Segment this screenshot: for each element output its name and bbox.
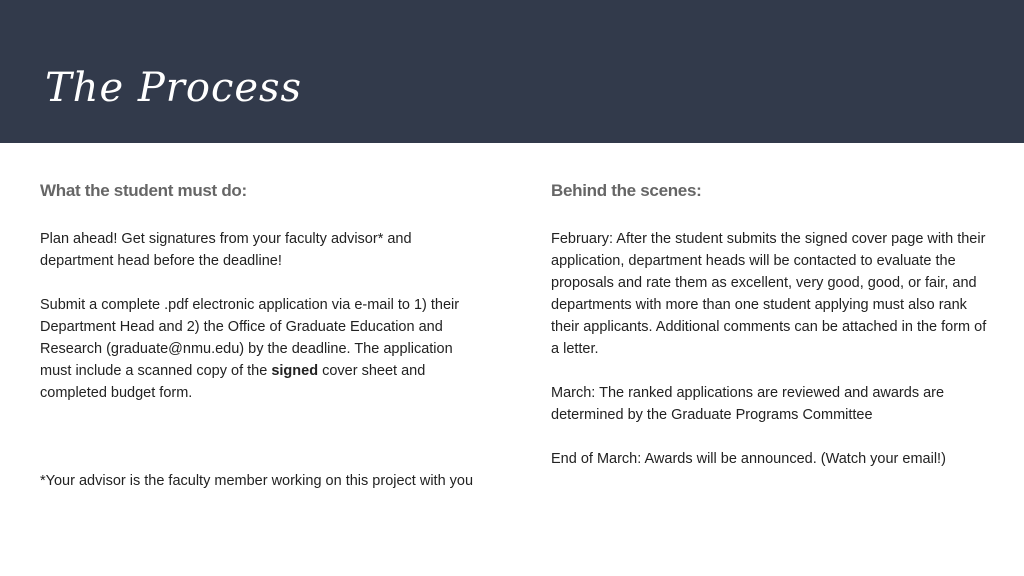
advisor-footnote: *Your advisor is the faculty member working on this project with you	[40, 473, 474, 489]
student-steps-column	[40, 178, 480, 492]
submit-text-end: cover sheet and completed budget form.	[40, 363, 426, 401]
slide-title: The Process	[45, 65, 303, 111]
submit-text-start: Submit a complete .pdf electronic application via e-mail to 1) their Department Head and 2) the Office of Graduate Education and Research (graduate@nmu.edu) by the deadline. The application must include a scanned copy of the	[40, 297, 460, 379]
signed-emphasis: signed	[271, 363, 319, 379]
submit-application-paragraph	[40, 294, 480, 404]
student-steps-heading: What the student must do:	[40, 181, 247, 200]
title-banner	[0, 0, 1024, 143]
behind-scenes-heading: Behind the scenes:	[551, 181, 702, 200]
march-paragraph: March: The ranked applications are reviewed and awards are determined by the Graduate Programs Committee	[551, 385, 945, 423]
behind-scenes-column	[551, 178, 991, 470]
plan-ahead-paragraph: Plan ahead! Get signatures from your faculty advisor* and department head before the deadline!	[40, 231, 412, 269]
february-paragraph: February: After the student submits the signed cover page with their application, department heads will be contacted to evaluate the proposals and rate them as excellent, very good, good, or fair, and departments with more than one student applying must also rank their applicants. Additional comments can be attached in the form of a letter.	[551, 231, 987, 357]
end-of-march-paragraph: End of March: Awards will be announced. (Watch your email!)	[551, 451, 946, 467]
